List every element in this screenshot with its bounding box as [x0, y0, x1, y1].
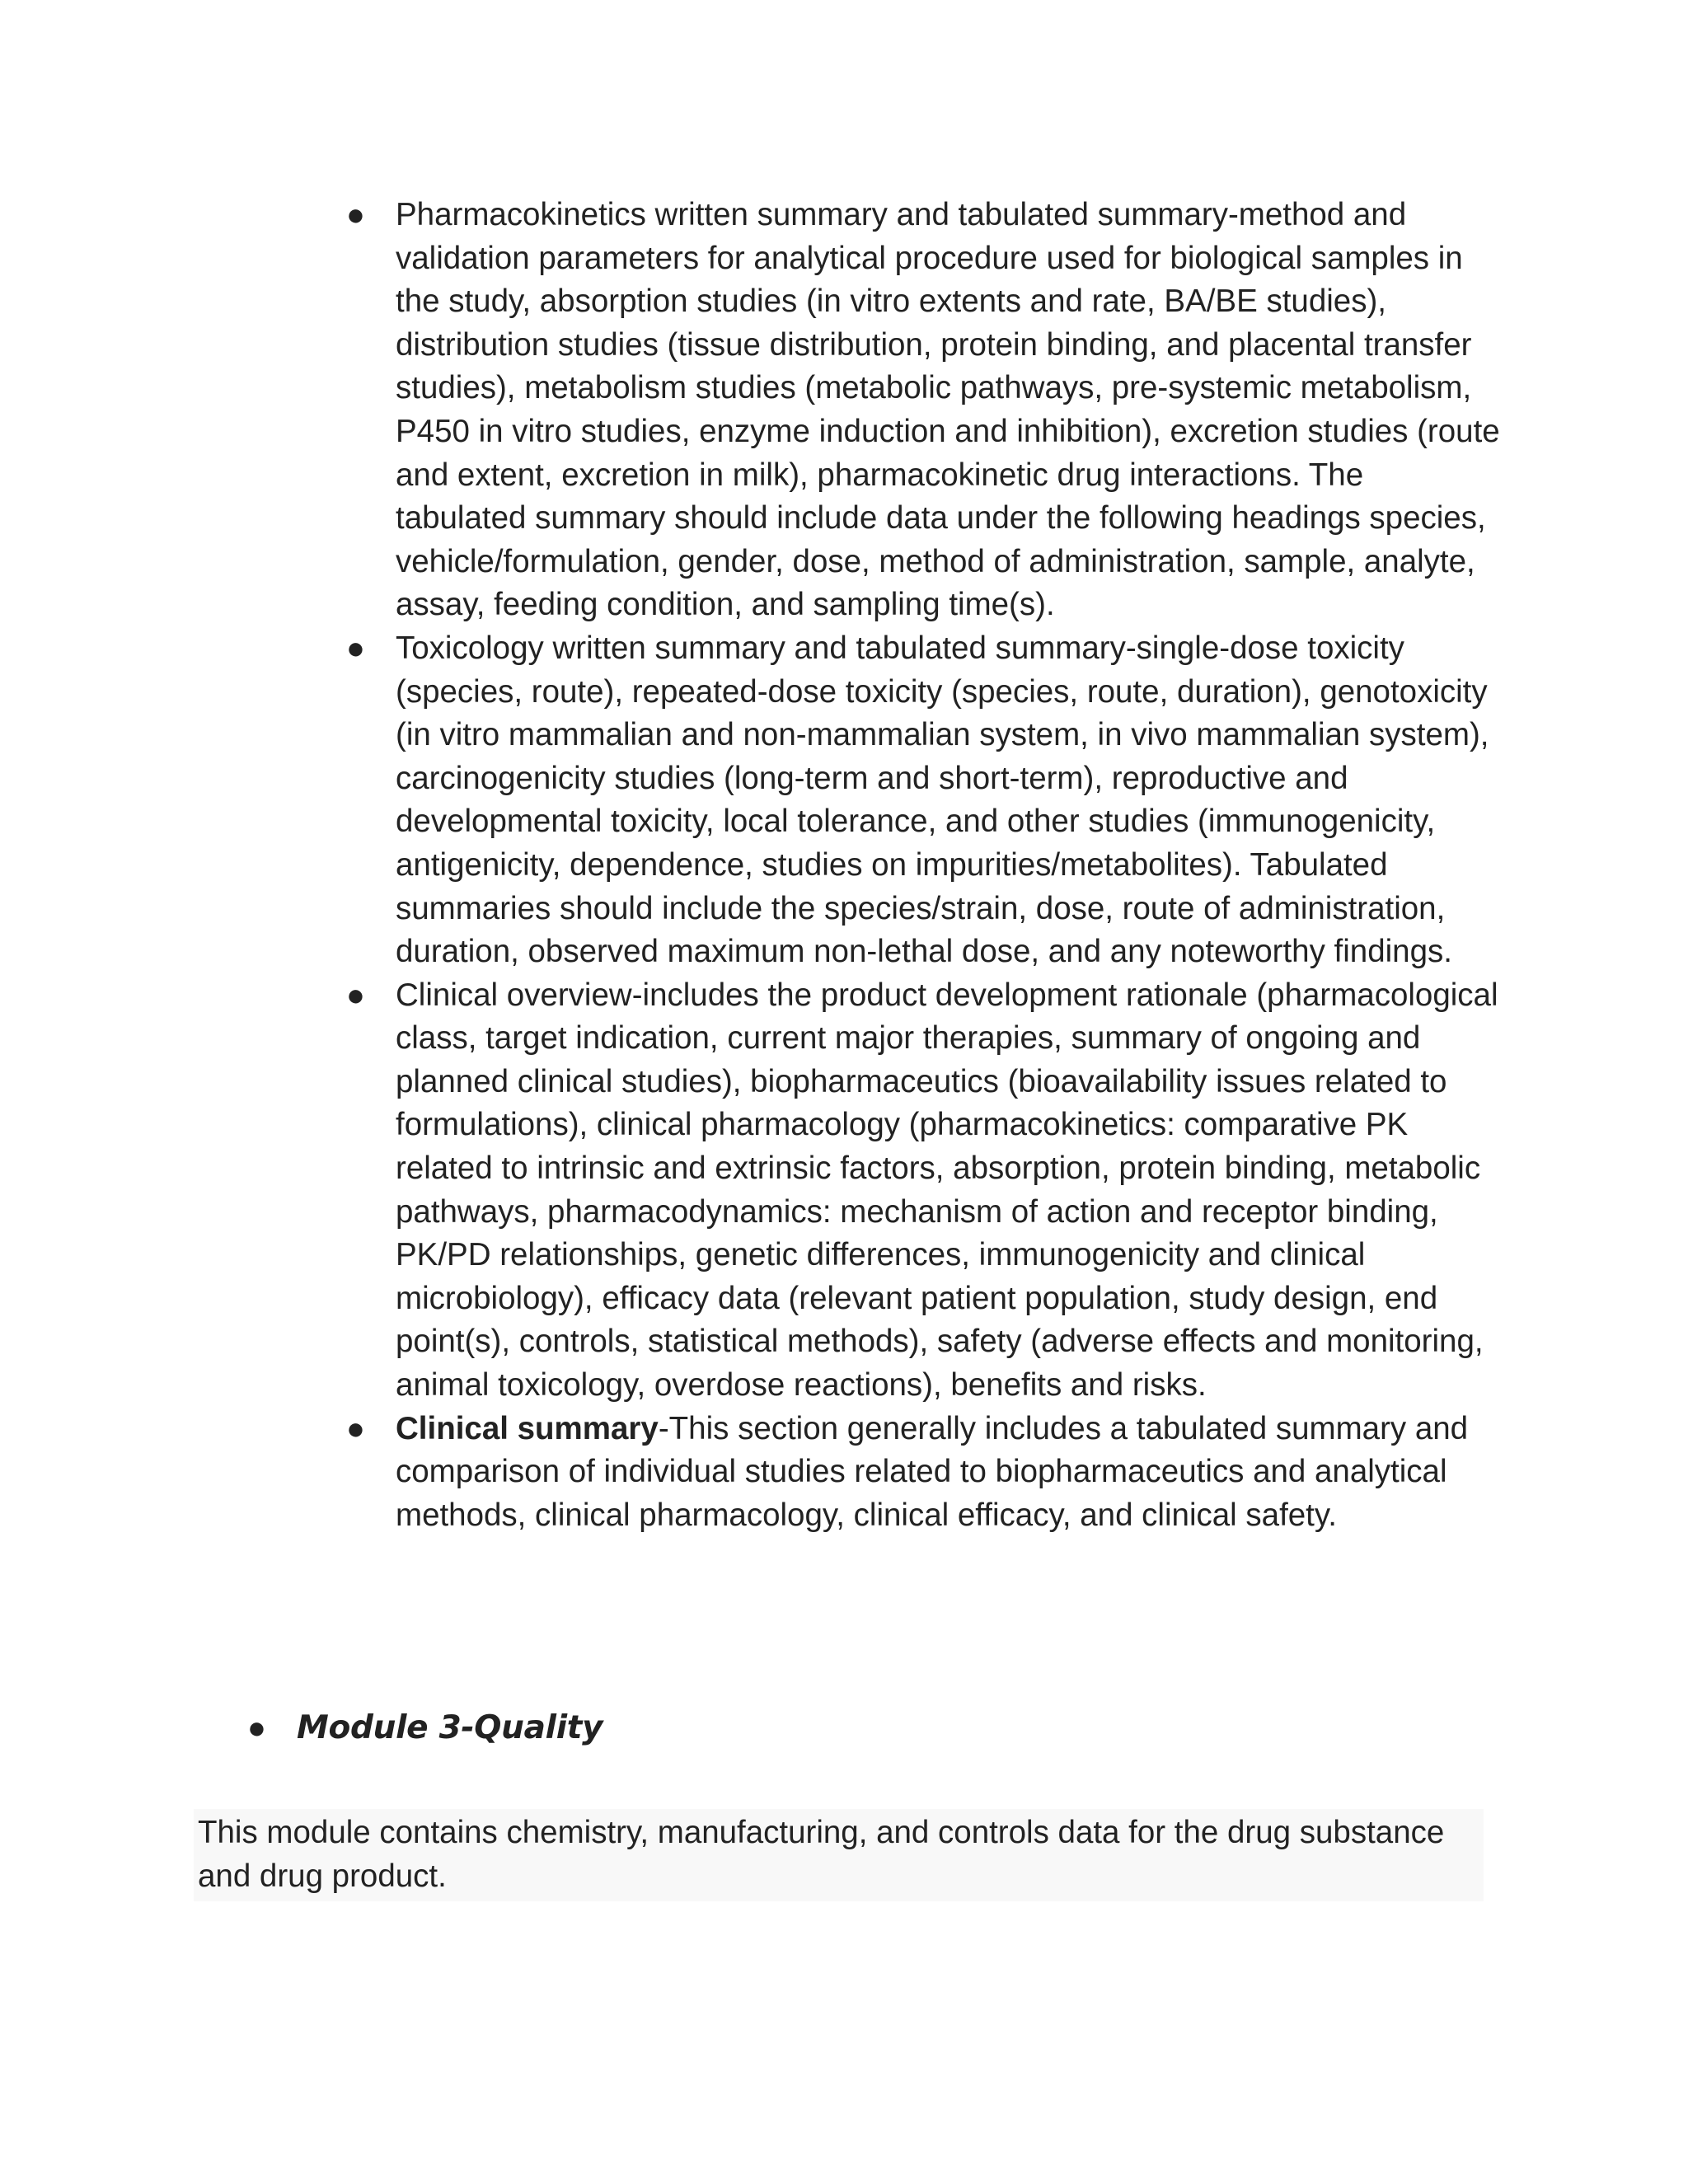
- bullet-icon: ●: [247, 1711, 266, 1746]
- list-item-text: Clinical overview-includes the product development rationale (pharmacological class, target indication, current major therapies, summary of ongoing and planned clinical studies), biopharmaceutics (bioavailability issues related to formulations), clinical pharmacology (pharmacokinetics: comparative PK related to intrinsic and extrinsic factors, absorption, protein binding, metabolic pathways, pharmacodynamics: mechanism of action and receptor binding, PK/PD relationships, genetic differences, immunogenicity and clinical microbiology), efficacy data (relevant patient population, study design, end point(s), controls, statistical methods), safety (adverse effects and monitoring, animal toxicology, overdose reactions), benefits and risks.: [396, 977, 1498, 1404]
- highlighted-paragraph: [194, 1809, 1484, 1901]
- bullet-icon: ●: [346, 630, 365, 666]
- list-item-text: [346, 1408, 1500, 1538]
- bullet-icon: ●: [346, 1411, 365, 1446]
- list-item-rest: -This section generally includes a tabulated summary and comparison of individual studies related to biopharmaceutics and analytical methods, clinical pharmacology, clinical efficacy, and clinical safety.: [396, 1410, 1469, 1533]
- list-item: [346, 627, 1500, 974]
- list-item-text: Pharmacokinetics written summary and tabulated summary-method and validation parameters for analytical procedure used for biological samples in the study, absorption studies (in vitro extents and rate, BA/BE studies), distribution studies (tissue distribution, protein binding, and placental transfer studies), metabolism studies (metabolic pathways, pre-systemic metabolism, P450 in vitro studies, enzyme induction and inhibition), excretion studies (route and extent, excretion in milk), pharmacokinetic drug interactions. The tabulated summary should include data under the following headings species, vehicle/formulation, gender, dose, method of administration, sample, analyte, assay, feeding condition, and sampling time(s).: [396, 197, 1500, 623]
- list-item-bold-lead: Clinical summary: [396, 1410, 659, 1446]
- module-title: Module 3-Quality: [297, 1709, 603, 1746]
- list-item: [346, 1408, 1500, 1538]
- list-item: [346, 974, 1500, 1408]
- list-item: [346, 194, 1500, 627]
- sub-bullet-list: [346, 194, 1500, 1537]
- paragraph-text: This module contains chemistry, manufacturing, and controls data for the drug substance and drug product.: [198, 1815, 1445, 1894]
- bullet-icon: ●: [346, 198, 365, 232]
- bullet-icon: ●: [346, 977, 365, 1013]
- list-item-text: Toxicology written summary and tabulated summary-single-dose toxicity (species, route), repeated-dose toxicity (species, route, duration), genotoxicity (in vitro mammalian and non-mammalian system, in vivo mammalian system), carcinogenicity studies (long-term and short-term), reproductive and developmental toxicity, local tolerance, and other studies (immunogenicity, antigenicity, dependence, studies on impurities/metabolites). Tabulated summaries should include the species/strain, dose, route of administration, duration, observed maximum non-lethal dose, and any noteworthy findings.: [396, 630, 1489, 970]
